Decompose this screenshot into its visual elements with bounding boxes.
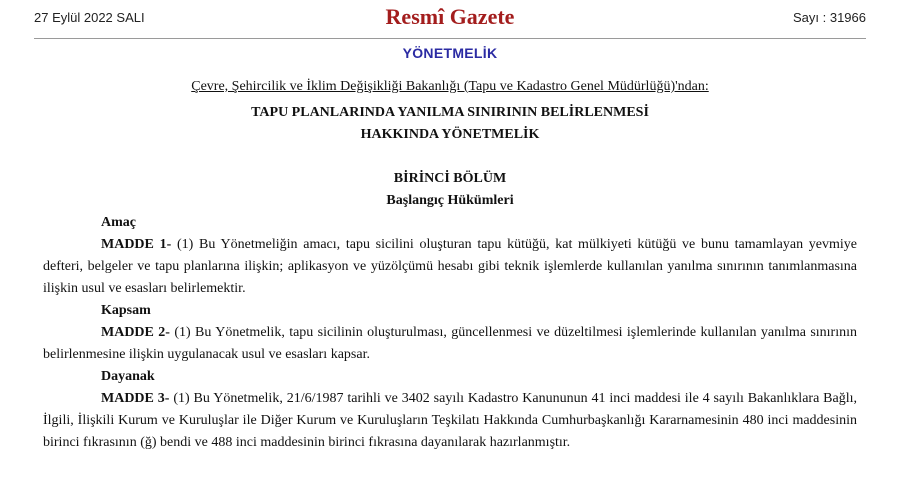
article-label: MADDE 1- bbox=[101, 237, 172, 252]
category-label: YÖNETMELİK bbox=[402, 45, 498, 61]
article-label: MADDE 2- bbox=[101, 325, 170, 340]
article-paragraph bbox=[43, 388, 857, 454]
article-heading: Amaç bbox=[101, 215, 136, 230]
regulation-document bbox=[43, 76, 857, 454]
article-text: (1) Bu Yönetmelik, 21/6/1987 tarihli ve 3402 sayılı Kadastro Kanununun 41 inci maddesi ile 4 sayılı Bakanlıklara Bağlı, İlgili, İlişkili Kurum ve Kuruluşlar ile Diğer Kurum ve Kuruluşların Teşkilatı Hakkında Cumhurbaşkanlığı Kararnamesinin 480 inci maddesinin birinci fıkrasının (ğ) bendi ve 488 inci maddesinin birinci fıkrasına dayanılarak hazırlanmıştır. bbox=[43, 391, 857, 450]
article-paragraph bbox=[43, 234, 857, 300]
issue-number: Sayı : 31966 bbox=[793, 10, 866, 25]
issuing-ministry: Çevre, Şehircilik ve İklim Değişikliği Bakanlığı (Tapu ve Kadastro Genel Müdürlüğü)'ndan: bbox=[191, 79, 709, 94]
regulation-title-line2: HAKKINDA YÖNETMELİK bbox=[360, 127, 540, 142]
section-subtitle: Başlangıç Hükümleri bbox=[386, 193, 514, 208]
gazette-title: Resmî Gazete bbox=[385, 4, 515, 29]
article-text: (1) Bu Yönetmeliğin amacı, tapu sicilini oluşturan tapu kütüğü, kat mülkiyeti kütüğü ve bunu tamamlayan yevmiye defteri, belgeler ve tapu planlarına ilişkin; aplikasyon ve yüzölçümü hesabı gibi teknik işlemlerde kullanılan yanılma sınırının tanımlanmasına ilişkin usul ve esasları belirlemektir. bbox=[43, 237, 857, 296]
article-heading: Kapsam bbox=[101, 303, 151, 318]
regulation-title-line1: TAPU PLANLARINDA YANILMA SINIRININ BELİRLENMESİ bbox=[251, 105, 649, 120]
article-text: (1) Bu Yönetmelik, tapu sicilinin oluşturulması, güncellenmesi ve düzeltilmesi işlemlerinde kullanılan yanılma sınırının belirlenmesine ilişkin uygulanacak usul ve esasları kapsar. bbox=[43, 325, 858, 362]
gazette-header bbox=[34, 0, 866, 39]
article-paragraph bbox=[43, 322, 857, 366]
article-heading: Dayanak bbox=[101, 369, 155, 384]
article-label: MADDE 3- bbox=[101, 391, 170, 406]
section-title: BİRİNCİ BÖLÜM bbox=[393, 171, 507, 186]
publication-date: 27 Eylül 2022 SALI bbox=[34, 10, 145, 25]
